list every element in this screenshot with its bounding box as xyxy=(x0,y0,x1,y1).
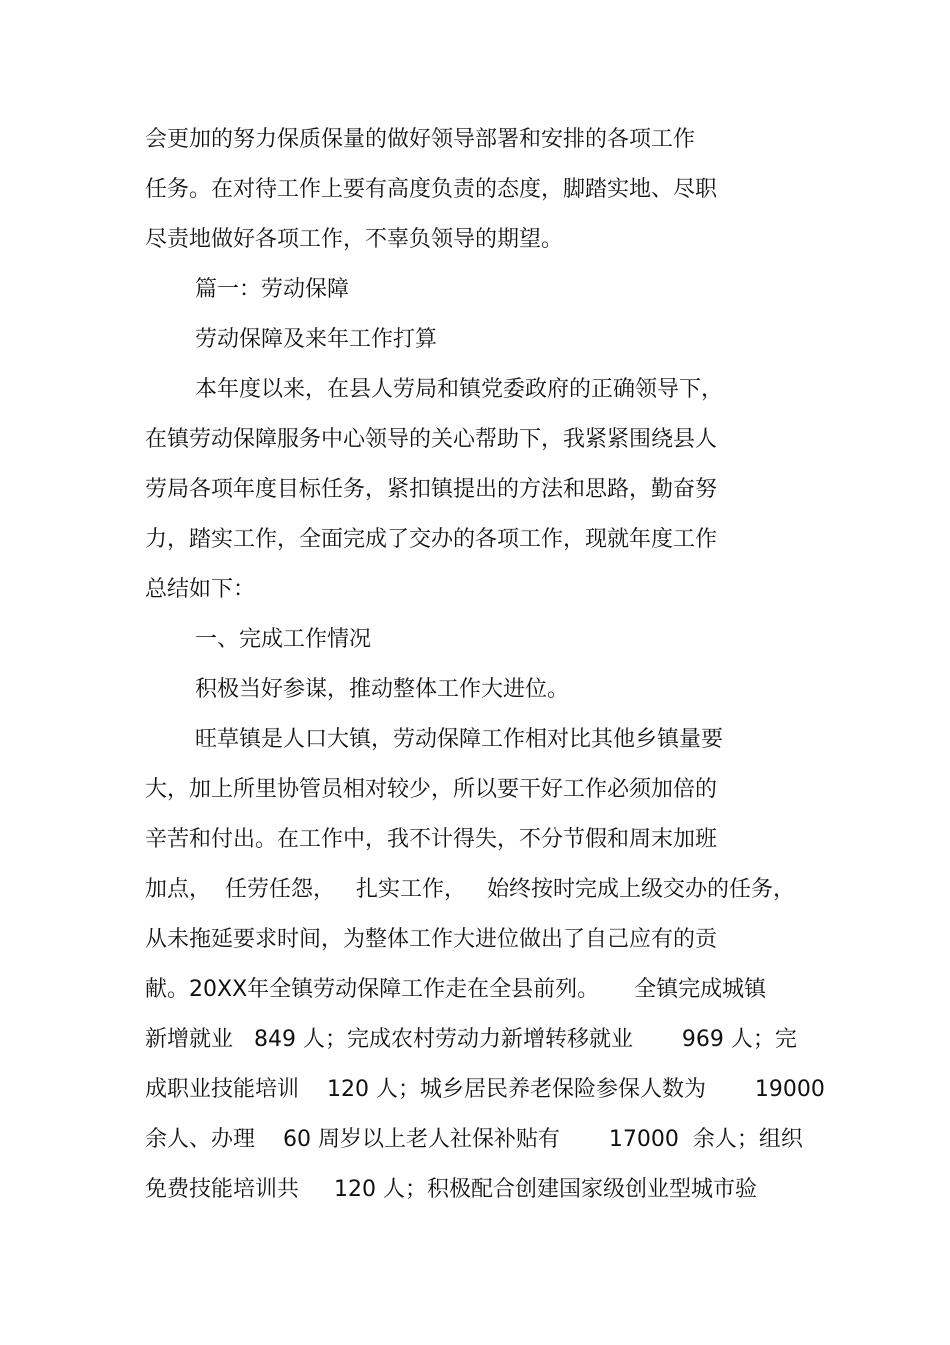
text-line: 力，踏实工作，全面完成了交办的各项工作，现就年度工作 xyxy=(145,527,718,552)
section-heading: 篇一：劳动保障 xyxy=(195,277,350,302)
text-line: 劳局各项年度目标任务，紧扣镇提出的方法和思路，勤奋努 xyxy=(145,477,718,502)
subsection-heading: 一、完成工作情况 xyxy=(195,627,372,652)
text-line: 旺草镇是人口大镇，劳动保障工作相对比其他乡镇量要 xyxy=(195,727,724,752)
text-line: 辛苦和付出。在工作中，我不计得失，不分节假和周末加班 xyxy=(145,827,718,852)
text-line: 余人、办理 60 周岁以上老人社保补贴有 17000 余人；组织 xyxy=(145,1127,803,1152)
text-line: 从未拖延要求时间，为整体工作大进位做出了自己应有的贡 xyxy=(145,927,718,952)
text-line: 任务。在对待工作上要有高度负责的态度，脚踏实地、尽职 xyxy=(145,177,718,202)
text-line: 献。20XX年全镇劳动保障工作走在全县前列。 全镇完成城镇 xyxy=(145,977,767,1002)
text-line: 成职业技能培训 120 人；城乡居民养老保险参保人数为 19000 xyxy=(145,1077,825,1102)
text-line: 尽责地做好各项工作，不辜负领导的期望。 xyxy=(145,227,564,252)
text-line: 积极当好参谋，推动整体工作大进位。 xyxy=(195,677,570,702)
text-line: 免费技能培训共 120 人；积极配合创建国家级创业型城市验 xyxy=(145,1177,757,1202)
text-line: 在镇劳动保障服务中心领导的关心帮助下，我紧紧围绕县人 xyxy=(145,427,718,452)
text-line: 会更加的努力保质保量的做好领导部署和安排的各项工作 xyxy=(145,127,696,152)
text-line: 总结如下： xyxy=(145,577,256,602)
text-line: 大，加上所里协管员相对较少，所以要干好工作必须加倍的 xyxy=(145,777,718,802)
text-line: 本年度以来，在县人劳局和镇党委政府的正确领导下， xyxy=(195,377,724,402)
section-title: 劳动保障及来年工作打算 xyxy=(195,327,438,352)
text-line: 新增就业 849 人；完成农村劳动力新增转移就业 969 人；完 xyxy=(145,1027,797,1052)
text-line: 加点， 任劳任怨， 扎实工作， 始终按时完成上级交办的任务， xyxy=(145,877,795,902)
